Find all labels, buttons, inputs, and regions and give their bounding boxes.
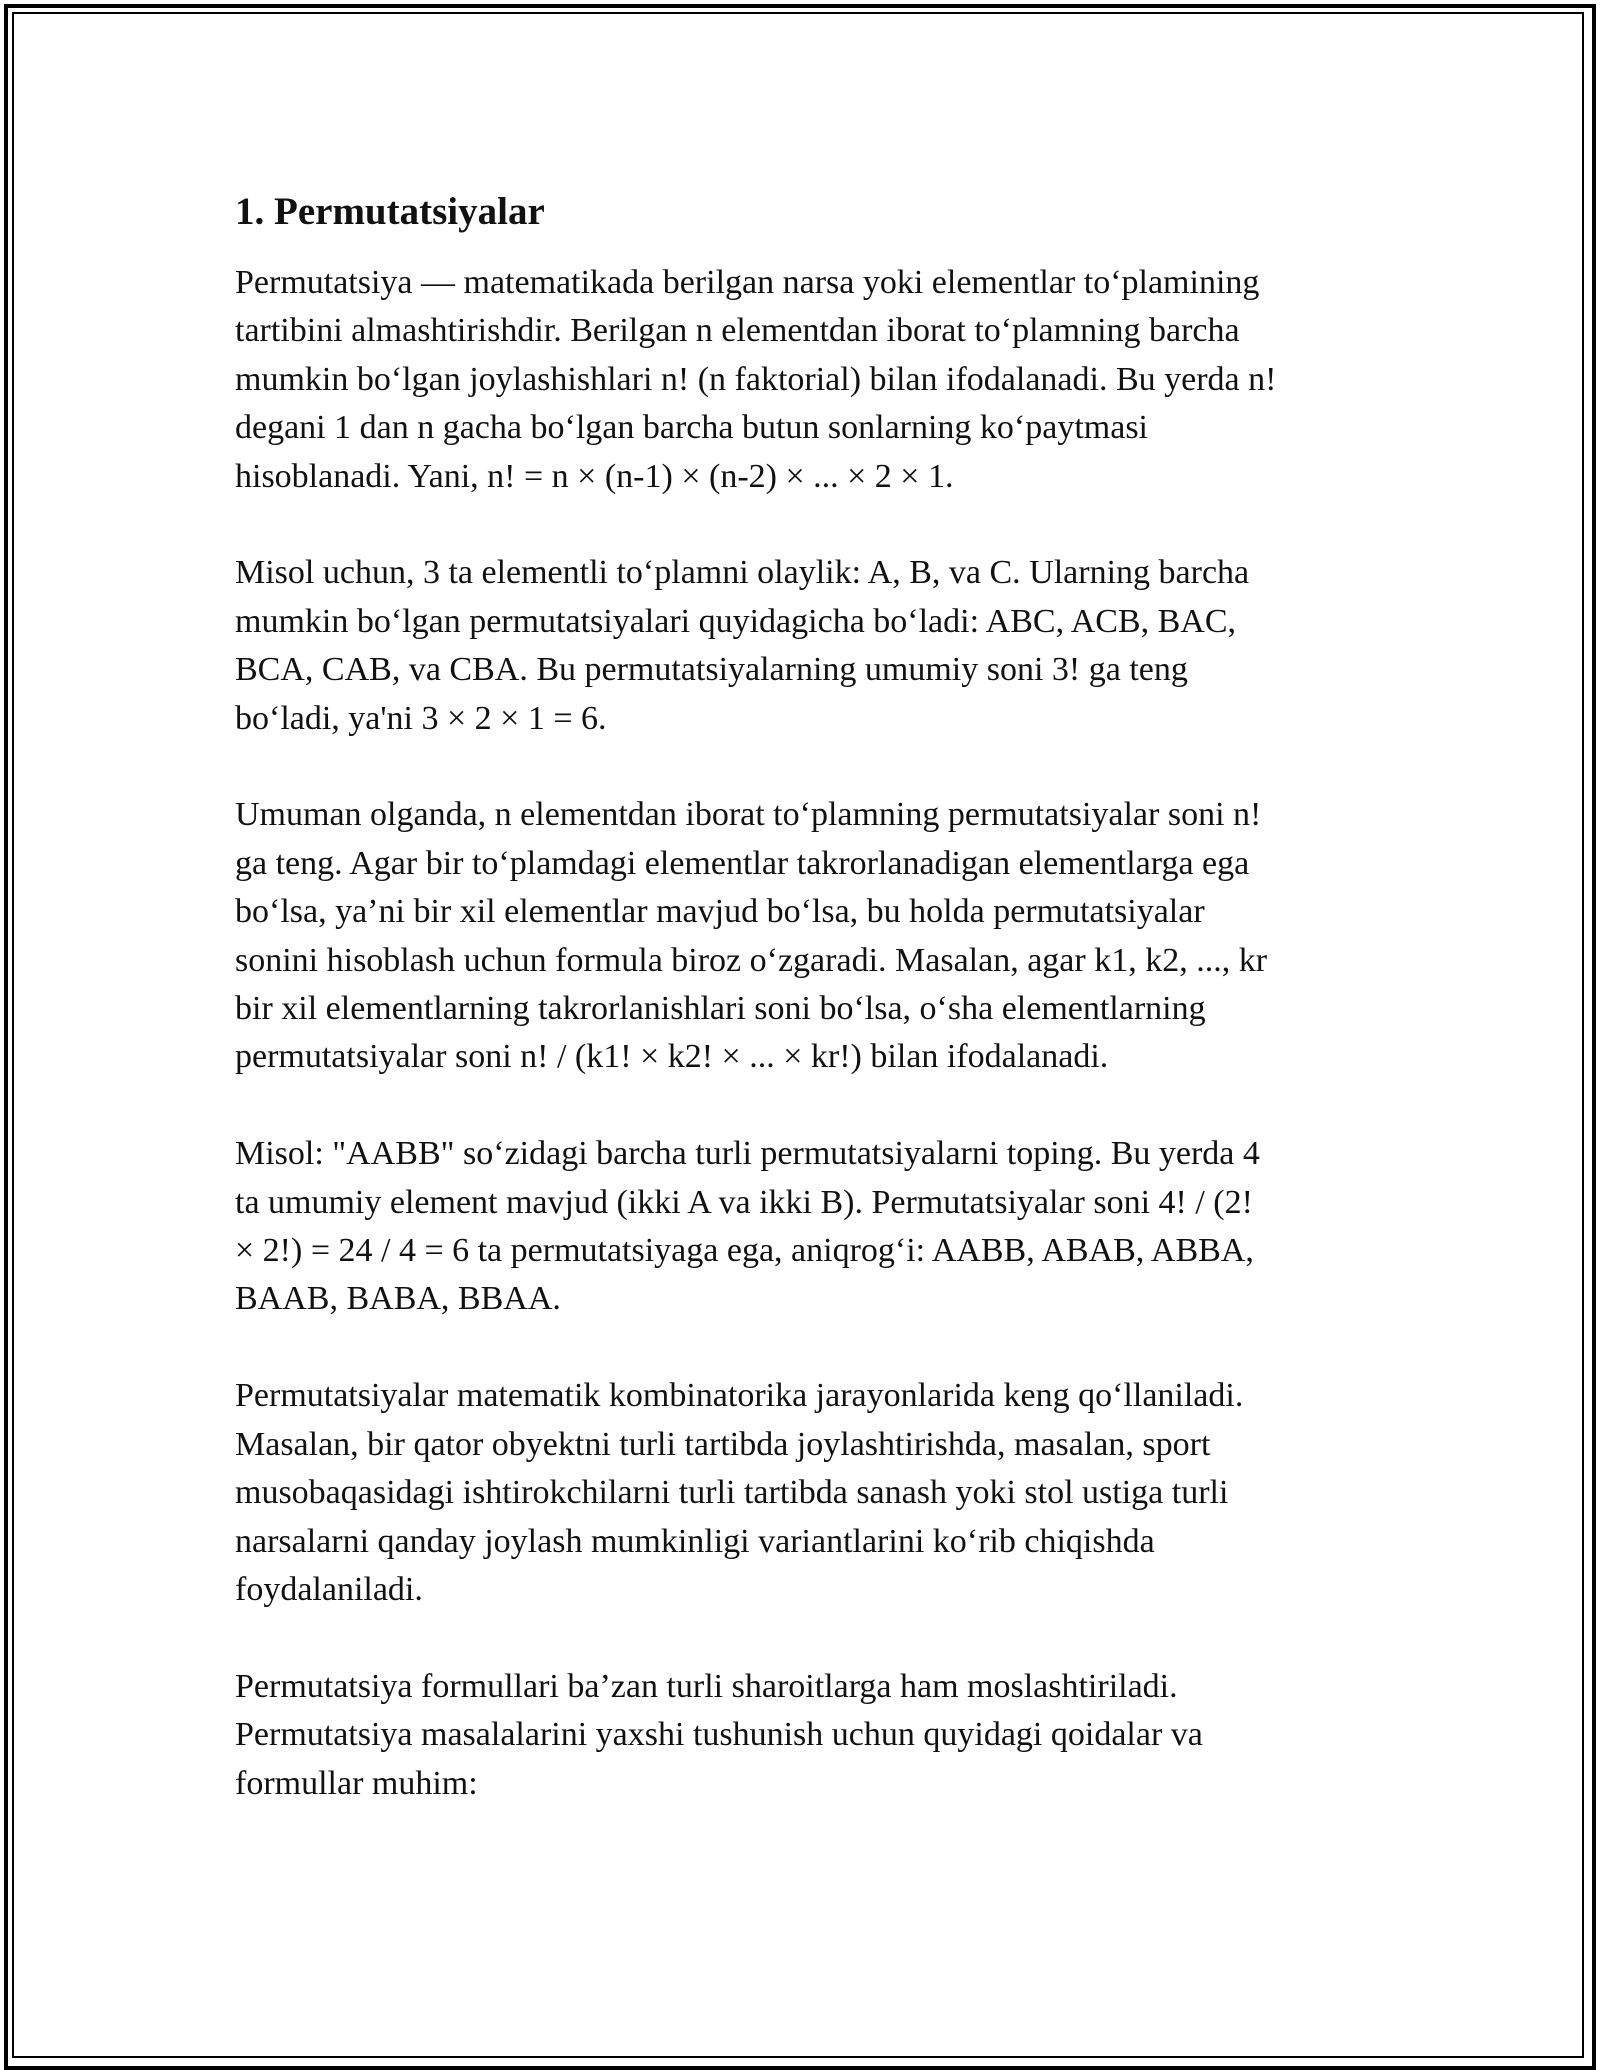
text-line: bo‘lsa, ya’ni bir xil elementlar mavjud bo‘lsa, bu holda permutatsiyalar xyxy=(235,893,1205,931)
paragraph-definition xyxy=(235,259,1365,501)
text-line: Masalan, bir qator obyektni turli tartibda joylashtirishda, masalan, sport xyxy=(235,1425,1211,1463)
text-line: Permutatsiya masalalarini yaxshi tushunish uchun quyidagi qoidalar va xyxy=(235,1716,1203,1754)
text-line: degani 1 dan n gacha bo‘lgan barcha butun sonlarning ko‘paytmasi xyxy=(235,409,1149,447)
text-line: Permutatsiya — matematikada berilgan narsa yoki elementlar to‘plamining xyxy=(235,264,1260,301)
text-line: BAAB, BABA, BBAA. xyxy=(235,1280,561,1318)
text-line: tartibini almashtirishdir. Berilgan n elementdan iborat to‘plamning barcha xyxy=(235,312,1240,350)
text-line: mumkin bo‘lgan joylashishlari n! (n faktorial) bilan ifodalanadi. Bu yerda n! xyxy=(235,360,1277,398)
text-line: narsalarni qanday joylash mumkinligi variantlarini ko‘rib chiqishda xyxy=(235,1522,1155,1560)
text-line: foydalaniladi. xyxy=(235,1570,423,1608)
paragraph-formulas-intro xyxy=(235,1663,1365,1808)
text-line: permutatsiyalar soni n! / (k1! × k2! × ... × kr!) bilan ifodalanadi. xyxy=(235,1038,1109,1076)
text-line: bo‘ladi, ya'ni 3 × 2 × 1 = 6. xyxy=(235,699,607,737)
text-line: ta umumiy element mavjud (ikki A va ikki B). Permutatsiyalar soni 4! / (2! xyxy=(235,1183,1253,1221)
text-line: sonini hisoblash uchun formula biroz o‘zgaradi. Masalan, agar k1, k2, ..., kr xyxy=(235,941,1268,979)
text-line: BCA, CAB, va CBA. Bu permutatsiyalarning umumiy soni 3! ga teng xyxy=(235,651,1188,689)
text-line: hisoblanadi. Yani, n! = n × (n-1) × (n-2) × ... × 2 × 1. xyxy=(235,457,954,495)
text-line: Misol uchun, 3 ta elementli to‘plamni olaylik: A, B, va C. Ularning barcha xyxy=(235,554,1250,592)
paragraph-repetition-formula xyxy=(235,791,1365,1081)
text-line: Permutatsiyalar matematik kombinatorika jarayonlarida keng qo‘llaniladi. xyxy=(235,1377,1244,1415)
text-line: Permutatsiya formullari ba’zan turli sharoitlarga ham moslashtiriladi. xyxy=(235,1667,1178,1705)
text-line: bir xil elementlarning takrorlanishlari soni bo‘lsa, o‘sha elementlarning xyxy=(235,990,1206,1028)
document-body xyxy=(235,188,1365,1856)
text-line: Misol: "AABB" so‘zidagi barcha turli permutatsiyalarni toping. Bu yerda 4 xyxy=(235,1135,1260,1173)
paragraph-example-aabb xyxy=(235,1130,1365,1324)
paragraph-example-abc xyxy=(235,549,1365,743)
text-line: formullar muhim: xyxy=(235,1764,478,1802)
text-line: ga teng. Agar bir to‘plamdagi elementlar takrorlanadigan elementlarga ega xyxy=(235,844,1250,882)
text-line: Umuman olganda, n elementdan iborat to‘plamning permutatsiyalar soni n! xyxy=(235,796,1262,834)
text-line: mumkin bo‘lgan permutatsiyalari quyidagicha bo‘ladi: ABC, ACB, BAC, xyxy=(235,602,1237,640)
paragraph-applications xyxy=(235,1372,1365,1614)
text-line: musobaqasidagi ishtirokchilarni turli tartibda sanash yoki stol ustiga turli xyxy=(235,1474,1229,1512)
text-line: × 2!) = 24 / 4 = 6 ta permutatsiyaga ega, aniqrog‘i: AABB, ABAB, ABBA, xyxy=(235,1232,1254,1270)
section-heading: 1. Permutatsiyalar xyxy=(235,190,545,233)
